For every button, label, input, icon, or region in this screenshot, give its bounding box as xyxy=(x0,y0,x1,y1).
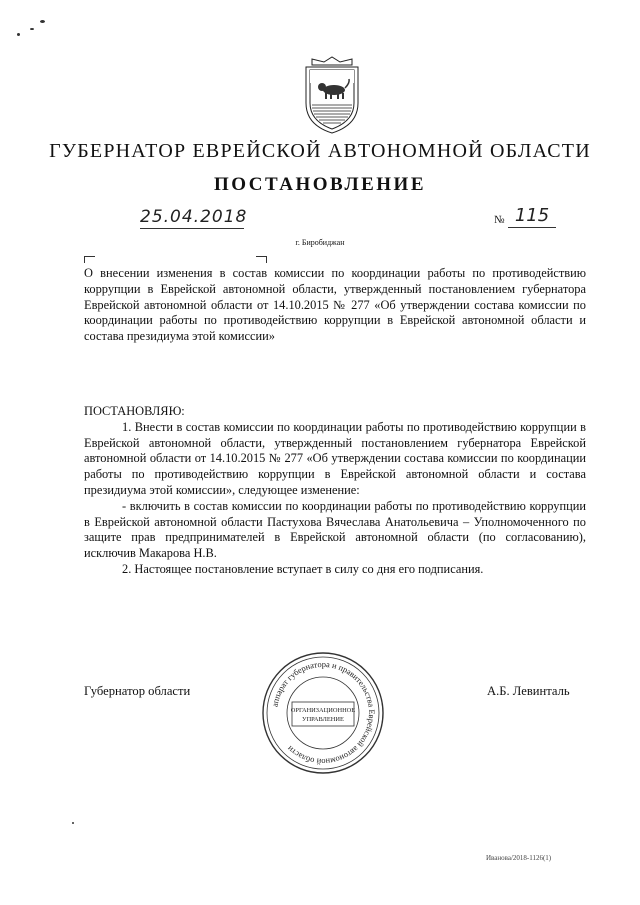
scan-speck xyxy=(17,33,20,36)
official-seal xyxy=(258,648,388,778)
subject-corner-right xyxy=(256,256,267,263)
signer-position: Губернатор области xyxy=(84,684,191,698)
scan-speck xyxy=(40,20,45,23)
city-label: г. Биробиджан xyxy=(295,238,345,247)
item-2: 2. Настоящее постановление вступает в силу со дня его подписания. xyxy=(122,561,484,576)
document-body xyxy=(84,404,586,578)
resolve-heading: ПОСТАНОВЛЯЮ: xyxy=(84,404,185,418)
item-1: 1. Внести в состав комиссии по координации работы по противодействию коррупции в Еврейской автономной области, утвержденный постановлением губернатора Еврейской автономной области от 14.10.2015 № 277 «Об утверждении состава комиссии по координации работы по противодействию коррупции в Еврейской автономной области и состава президиума этой комиссии», следующее изменение: xyxy=(84,419,586,497)
subject-text: О внесении изменения в состав комиссии по координации работы по противодействию коррупции в Еврейской автономной области, утвержденный постановлением губернатора Еврейской автономной области от 14.10.2015 № 277 «Об утверждении состава комиссии по координации работы по противодействию коррупции в Еврейской автономной области и состава президиума этой комиссии» xyxy=(84,266,586,344)
document-date: 25.04.2018 xyxy=(140,207,248,227)
governor-title: ГУБЕРНАТОР ЕВРЕЙСКОЙ АВТОНОМНОЙ ОБЛАСТИ xyxy=(49,140,591,162)
number-label: № xyxy=(494,214,505,226)
svg-text:аппарат губернатора и правител: аппарат губернатора и правительства Еврейской автономной области xyxy=(270,659,377,767)
footer-reference: Иванова/2018-1126(1) xyxy=(486,854,552,862)
svg-text:УПРАВЛЕНИЕ: УПРАВЛЕНИЕ xyxy=(302,716,344,723)
coat-of-arms-emblem xyxy=(300,55,364,135)
subject-corner-left xyxy=(84,256,95,263)
scan-speck xyxy=(30,28,34,30)
svg-text:ОРГАНИЗАЦИОННОЕ: ОРГАНИЗАЦИОННОЕ xyxy=(290,707,356,714)
document-type-title: ПОСТАНОВЛЕНИЕ xyxy=(213,174,427,195)
signer-name: А.Б. Левинталь xyxy=(487,684,570,698)
item-1-sub: - включить в состав комиссии по координации работы по противодействию коррупции в Еврейской автономной области Пастухова Вячеслава Анатольевича – Уполномоченного по защите прав предпринимателей в Еврейской автономной области (по согласованию), исключив Макарова Н.В. xyxy=(84,498,586,561)
scan-speck xyxy=(72,822,74,824)
document-number: 115 xyxy=(508,205,556,228)
